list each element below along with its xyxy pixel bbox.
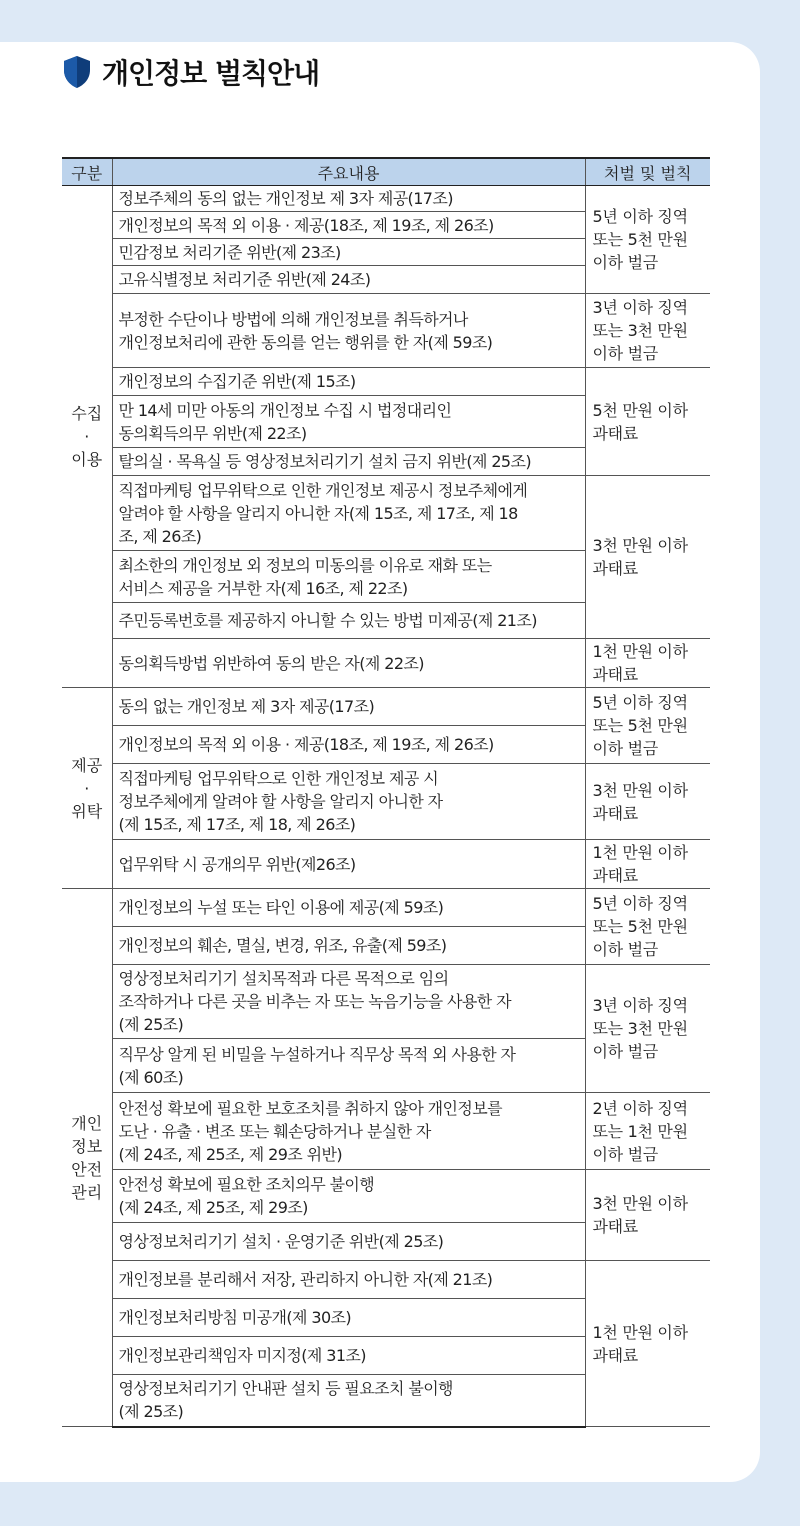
row-content: 개인정보의 목적 외 이용 · 제공(18조, 제 19조, 제 26조): [112, 726, 585, 764]
shield-icon: [62, 55, 92, 89]
penalty-cell: 2년 이하 징역 또는 1천 만원 이하 벌금: [585, 1093, 710, 1170]
row-content: 정보주체의 동의 없는 개인정보 제 3자 제공(17조): [112, 186, 585, 212]
penalty-cell: 3년 이하 징역 또는 3천 만원 이하 벌금: [585, 965, 710, 1093]
table-row: [62, 639, 710, 688]
penalty-cell: 3천 만원 이하 과태료: [585, 764, 710, 840]
row-content: 직접마케팅 업무위탁으로 인한 개인정보 제공시 정보주체에게 알려야 할 사항을 알리지 아니한 자(제 15조, 제 17조, 제 18 조, 제 26조): [112, 476, 585, 551]
row-content: 영상정보처리기기 설치 · 운영기준 위반(제 25조): [112, 1223, 585, 1261]
page-title: 개인정보 벌칙안내: [102, 57, 320, 90]
title-row: [62, 52, 319, 92]
penalty-cell: 5년 이하 징역 또는 5천 만원 이하 벌금: [585, 889, 710, 965]
row-content: 만 14세 미만 아동의 개인정보 수집 시 법정대리인 동의획득의무 위반(제 22조): [112, 396, 585, 448]
row-content: 안전성 확보에 필요한 조치의무 불이행 (제 24조, 제 25조, 제 29조): [112, 1170, 585, 1223]
penalty-cell: 3년 이하 징역 또는 3천 만원 이하 벌금: [585, 294, 710, 368]
penalty-cell: 1천 만원 이하 과태료: [585, 840, 710, 889]
penalty-cell: 5천 만원 이하 과태료: [585, 368, 710, 476]
penalty-cell: 5년 이하 징역 또는 5천 만원 이하 벌금: [585, 688, 710, 764]
penalty-cell: 1천 만원 이하 과태료: [585, 1261, 710, 1427]
row-content: 동의획득방법 위반하여 동의 받은 자(제 22조): [112, 639, 585, 688]
row-content: 개인정보처리방침 미공개(제 30조): [112, 1299, 585, 1337]
table-row: [62, 889, 710, 927]
row-content: 동의 없는 개인정보 제 3자 제공(17조): [112, 688, 585, 726]
category-collect: 수집 · 이용: [62, 186, 112, 688]
row-content: 민감정보 처리기준 위반(제 23조): [112, 239, 585, 266]
penalty-cell: 1천 만원 이하 과태료: [585, 639, 710, 688]
row-content: 개인정보의 목적 외 이용 · 제공(18조, 제 19조, 제 26조): [112, 212, 585, 239]
row-content: 직무상 알게 된 비밀을 누설하거나 직무상 목적 외 사용한 자 (제 60조): [112, 1039, 585, 1093]
row-content: 안전성 확보에 필요한 보호조치를 취하지 않아 개인정보를 도난 · 유출 · 변조 또는 훼손당하거나 분실한 자 (제 24조, 제 25조, 제 29조 위반): [112, 1093, 585, 1170]
row-content: 고유식별정보 처리기준 위반(제 24조): [112, 266, 585, 294]
header-content: 주요내용: [112, 158, 585, 186]
table-row: [62, 186, 710, 212]
header-category: 구분: [62, 158, 112, 186]
row-content: 주민등록번호를 제공하지 아니할 수 있는 방법 미제공(제 21조): [112, 603, 585, 639]
row-content: 개인정보를 분리해서 저장, 관리하지 아니한 자(제 21조): [112, 1261, 585, 1299]
row-content: 업무위탁 시 공개의무 위반(제26조): [112, 840, 585, 889]
row-content: 영상정보처리기기 안내판 설치 등 필요조치 불이행 (제 25조): [112, 1375, 585, 1427]
table-header: [62, 158, 710, 186]
table-row: [62, 368, 710, 396]
row-content: 영상정보처리기기 설치목적과 다른 목적으로 임의 조작하거나 다른 곳을 비추는 자 또는 녹음기능을 사용한 자 (제 25조): [112, 965, 585, 1039]
table-row: [62, 476, 710, 551]
row-content: 최소한의 개인정보 외 정보의 미동의를 이유로 재화 또는 서비스 제공을 거부한 자(제 16조, 제 22조): [112, 551, 585, 603]
header-penalty: 처벌 및 벌칙: [585, 158, 710, 186]
table-row: [62, 965, 710, 1039]
row-content: 개인정보의 누설 또는 타인 이용에 제공(제 59조): [112, 889, 585, 927]
penalty-cell: 3천 만원 이하 과태료: [585, 476, 710, 639]
row-content: 직접마케팅 업무위탁으로 인한 개인정보 제공 시 정보주체에게 알려야 할 사항을 알리지 아니한 자 (제 15조, 제 17조, 제 18, 제 26조): [112, 764, 585, 840]
category-safety: 개인 정보 안전 관리: [62, 889, 112, 1427]
table-row: [62, 1170, 710, 1223]
row-content: 탈의실 · 목욕실 등 영상정보처리기기 설치 금지 위반(제 25조): [112, 448, 585, 476]
row-content: 부정한 수단이나 방법에 의해 개인정보를 취득하거나 개인정보처리에 관한 동의를 얻는 행위를 한 자(제 59조): [112, 294, 585, 368]
table-row: [62, 294, 710, 368]
row-content: 개인정보의 훼손, 멸실, 변경, 위조, 유출(제 59조): [112, 927, 585, 965]
table-row: [62, 1261, 710, 1299]
row-content: 개인정보의 수집기준 위반(제 15조): [112, 368, 585, 396]
penalty-cell: 3천 만원 이하 과태료: [585, 1170, 710, 1261]
table-row: [62, 1093, 710, 1170]
table-row: [62, 840, 710, 889]
penalty-cell: 5년 이하 징역 또는 5천 만원 이하 벌금: [585, 186, 710, 294]
penalty-table: [62, 157, 710, 1428]
table-row: [62, 688, 710, 726]
category-provide: 제공 · 위탁: [62, 688, 112, 889]
row-content: 개인정보관리책임자 미지정(제 31조): [112, 1337, 585, 1375]
table-row: [62, 764, 710, 840]
